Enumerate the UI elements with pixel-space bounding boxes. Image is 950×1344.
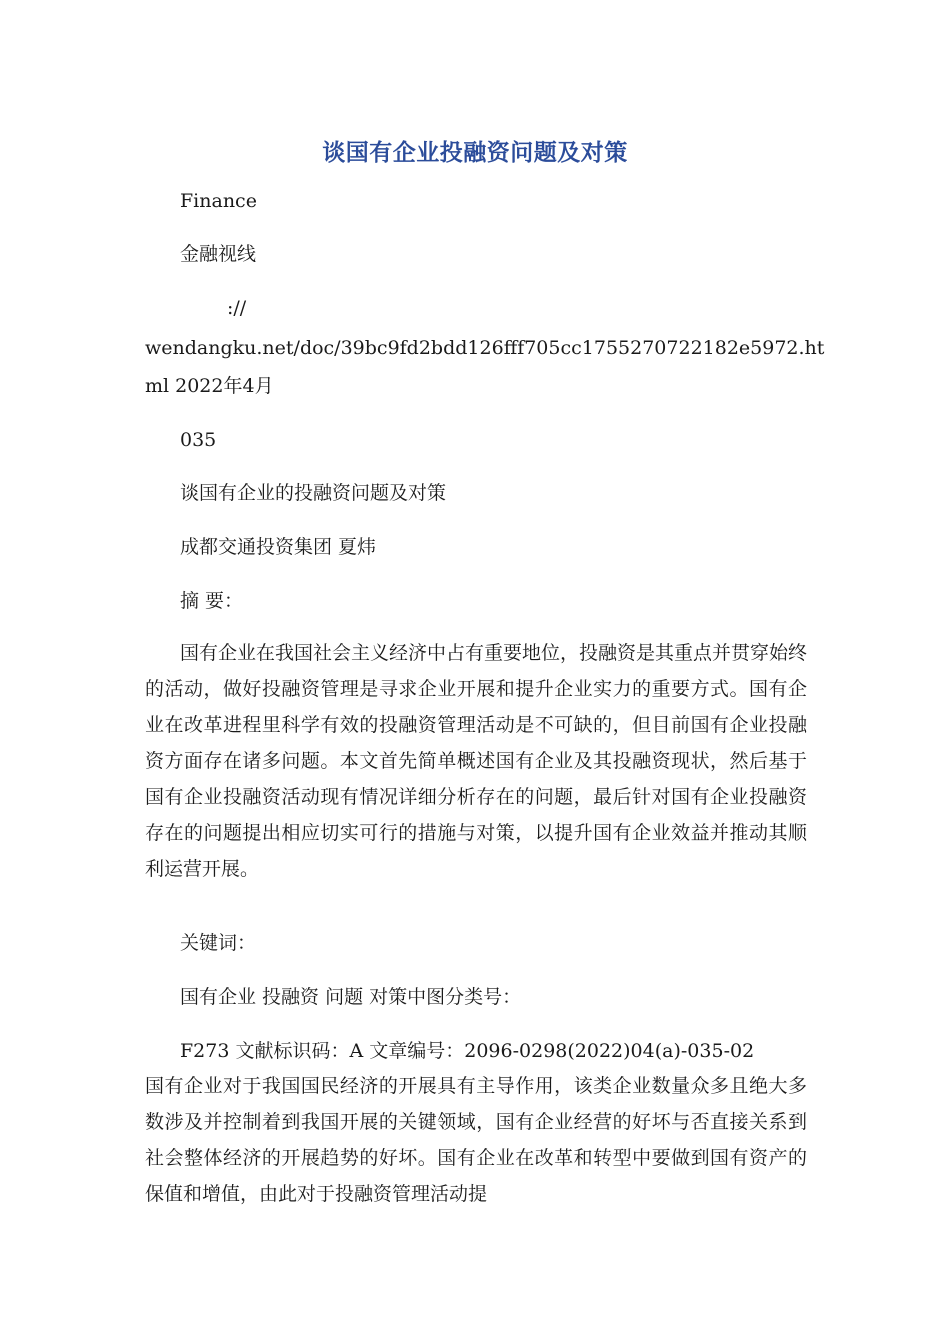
abstract-label: 摘 要： [180, 590, 244, 612]
body-paragraph: 国有企业对于我国国民经济的开展具有主导作用，该类企业数量众多且绝大多数涉及并控制着到我国开展的关键领域，国有企业经营的好坏与否直接关系到社会整体经济的开展趋势的好坏。国有企业在改革和转型中要做到国有资产的保值和增值，由此对于投融资管理活动提 [145, 1075, 807, 1205]
keywords-label: 关键词： [180, 932, 257, 954]
document-title: 谈国有企业投融资问题及对策 [322, 140, 628, 166]
header-finance: Finance [180, 190, 257, 212]
keywords-line: 国有企业 投融资 问题 对策中图分类号： [180, 986, 522, 1008]
url-line-3: ml 2022年4月 [145, 375, 274, 397]
abstract-paragraph: 国有企业在我国社会主义经济中占有重要地位，投融资是其重点并贯穿始终的活动，做好投融资管理是寻求企业开展和提升企业实力的重要方式。国有企业在改革进程里科学有效的投融资管理活动是不可缺的，但目前国有企业投融资方面存在诸多问题。本文首先简单概述国有企业及其投融资现状，然后基于国有企业投融资活动现有情况详细分析存在的问题，最后针对国有企业投融资存在的问题提出相应切实可行的措施与对策，以提升国有企业效益并推动其顺利运营开展。 [145, 642, 808, 880]
url-line-2: wendangku.net/doc/39bc9fd2bdd126fff705cc1755270722182e5972.ht [145, 337, 825, 359]
classification-line: F273 文献标识码：A 文章编号：2096-0298(2022)04(a)-035-02 [180, 1040, 755, 1062]
author-line: 成都交通投资集团 夏炜 [180, 536, 377, 558]
article-subtitle: 谈国有企业的投融资问题及对策 [180, 482, 447, 504]
page-number: 035 [180, 429, 217, 451]
url-line-1: :// [227, 297, 247, 319]
header-column: 金融视线 [180, 243, 257, 265]
